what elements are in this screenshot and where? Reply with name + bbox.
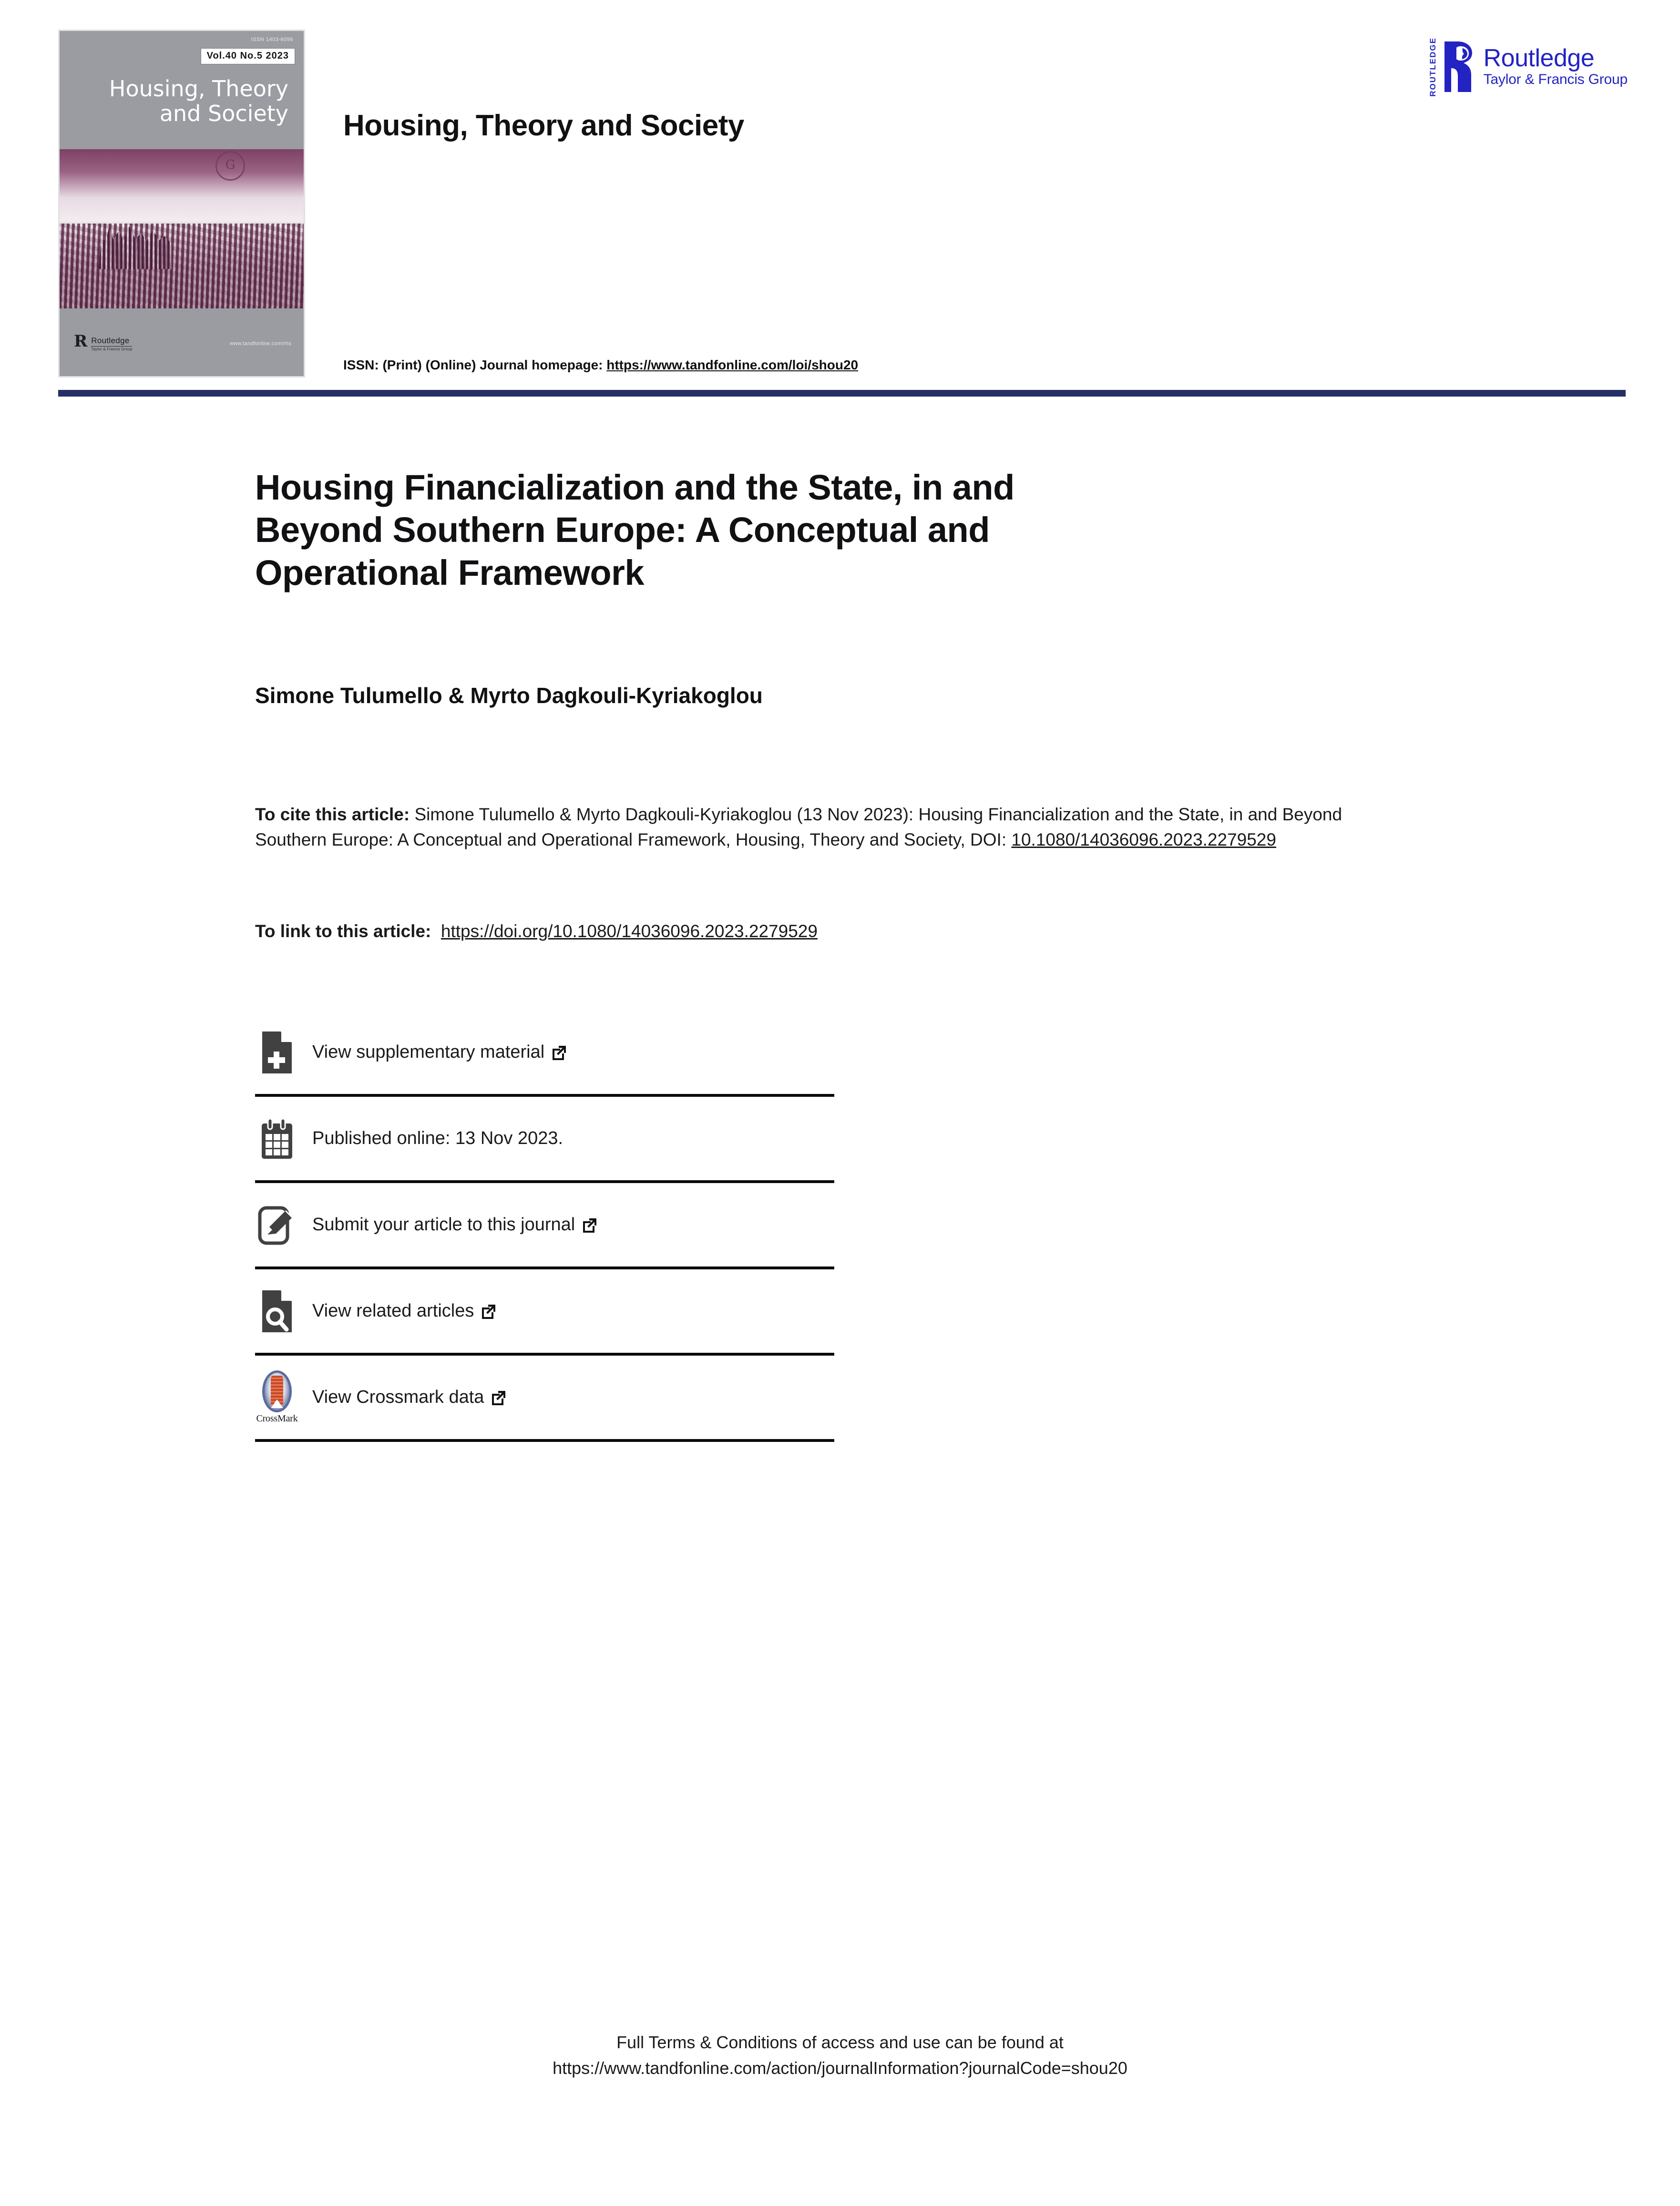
action-row-published-date bbox=[255, 1097, 834, 1180]
action-list bbox=[255, 1011, 834, 1442]
action-text-related-articles: View related articles bbox=[312, 1301, 474, 1321]
article-doi-url-link[interactable]: https://doi.org/10.1080/14036096.2023.2279529 bbox=[440, 921, 818, 941]
action-row-supplementary[interactable] bbox=[255, 1011, 834, 1094]
action-label-supplementary[interactable] bbox=[312, 1042, 567, 1062]
action-text-published-date: Published online: 13 Nov 2023. bbox=[312, 1128, 563, 1148]
article-title-line-2: Beyond Southern Europe: A Conceptual and bbox=[255, 510, 990, 550]
calendar-icon bbox=[255, 1114, 299, 1164]
routledge-name: Routledge bbox=[1483, 44, 1595, 72]
cover-title bbox=[60, 77, 295, 126]
issn-label: ISSN: (Print) (Online) Journal homepage: bbox=[343, 357, 603, 372]
external-link-icon bbox=[551, 1044, 567, 1061]
action-row-related-articles[interactable] bbox=[255, 1269, 834, 1353]
journal-homepage-link[interactable]: https://www.tandfonline.com/loi/shou20 bbox=[606, 357, 859, 372]
file-search-icon bbox=[255, 1287, 299, 1336]
citation-doi-link[interactable]: 10.1080/14036096.2023.2279529 bbox=[1011, 830, 1276, 850]
action-text-crossmark: View Crossmark data bbox=[312, 1387, 484, 1407]
action-label-published-date bbox=[312, 1128, 563, 1149]
citation-body: Simone Tulumello & Myrto Dagkouli-Kyriakoglou (13 Nov 2023): Housing Financialization and the State, in and Beyond Southern Europe: A Conceptual and Operational Framework, Housing, Theory and Society, DOI: bbox=[255, 805, 1342, 850]
cover-title-line-2: and Society bbox=[159, 100, 288, 126]
action-text-supplementary: View supplementary material bbox=[312, 1042, 545, 1062]
cover-volume-badge: Vol.40 No.5 2023 bbox=[201, 48, 295, 64]
footer-url-line: https://www.tandfonline.com/action/journalInformation?journalCode=shou20 bbox=[553, 2058, 1127, 2078]
action-text-submit-article: Submit your article to this journal bbox=[312, 1215, 575, 1235]
article-link-label: To link to this article: bbox=[255, 921, 431, 941]
cover-url: www.tandfonline.com/rhs bbox=[229, 341, 291, 347]
article-title-line-1: Housing Financialization and the State, in and bbox=[255, 467, 1014, 507]
footer-terms-line: Full Terms & Conditions of access and use can be found at bbox=[616, 2032, 1064, 2052]
crossmark-logo-mark bbox=[262, 1370, 292, 1412]
issn-line bbox=[343, 357, 858, 373]
page-footer bbox=[0, 2030, 1680, 2081]
crossmark-icon bbox=[255, 1373, 299, 1422]
action-divider bbox=[255, 1439, 834, 1442]
citation-label: To cite this article: bbox=[255, 805, 410, 824]
action-label-related-articles[interactable] bbox=[312, 1301, 497, 1321]
cover-title-line-1: Housing, Theory bbox=[109, 76, 288, 102]
cover-issn-text: ISSN 1403-6096 bbox=[251, 37, 293, 42]
routledge-head-icon bbox=[1444, 41, 1477, 93]
cover-routledge-logo bbox=[74, 334, 132, 351]
article-authors: Simone Tulumello & Myrto Dagkouli-Kyriakoglou bbox=[255, 683, 763, 708]
action-label-crossmark[interactable] bbox=[312, 1387, 507, 1408]
header-divider-rule bbox=[58, 390, 1626, 397]
cover-footer-band bbox=[60, 308, 304, 376]
page-header bbox=[0, 0, 1680, 381]
routledge-vertical-text: ROUTLEDGE bbox=[1428, 37, 1437, 97]
cover-emblem-icon: G bbox=[215, 151, 245, 181]
external-link-icon bbox=[491, 1389, 507, 1406]
cover-publisher-group: Taylor & Francis Group bbox=[91, 347, 133, 351]
action-row-submit-article[interactable] bbox=[255, 1183, 834, 1266]
cover-routledge-r-icon: R bbox=[74, 332, 88, 351]
journal-cover-image bbox=[58, 30, 305, 378]
pencil-edit-icon bbox=[255, 1200, 299, 1250]
routledge-logo bbox=[1429, 37, 1628, 97]
routledge-wordmark bbox=[1484, 46, 1628, 89]
routledge-group: Taylor & Francis Group bbox=[1483, 71, 1628, 87]
action-row-crossmark[interactable] bbox=[255, 1356, 834, 1439]
file-plus-icon bbox=[255, 1028, 299, 1077]
external-link-icon bbox=[582, 1217, 598, 1233]
action-label-submit-article[interactable] bbox=[312, 1215, 598, 1235]
article-link-block bbox=[255, 919, 1409, 944]
article-title bbox=[255, 466, 1399, 594]
cover-publisher-name: Routledge bbox=[91, 336, 130, 345]
journal-title: Housing, Theory and Society bbox=[343, 109, 744, 142]
external-link-icon bbox=[481, 1303, 497, 1319]
article-title-line-3: Operational Framework bbox=[255, 552, 645, 592]
citation-block bbox=[255, 802, 1409, 853]
cover-artwork bbox=[60, 149, 304, 311]
crossmark-caption: CrossMark bbox=[256, 1413, 298, 1424]
